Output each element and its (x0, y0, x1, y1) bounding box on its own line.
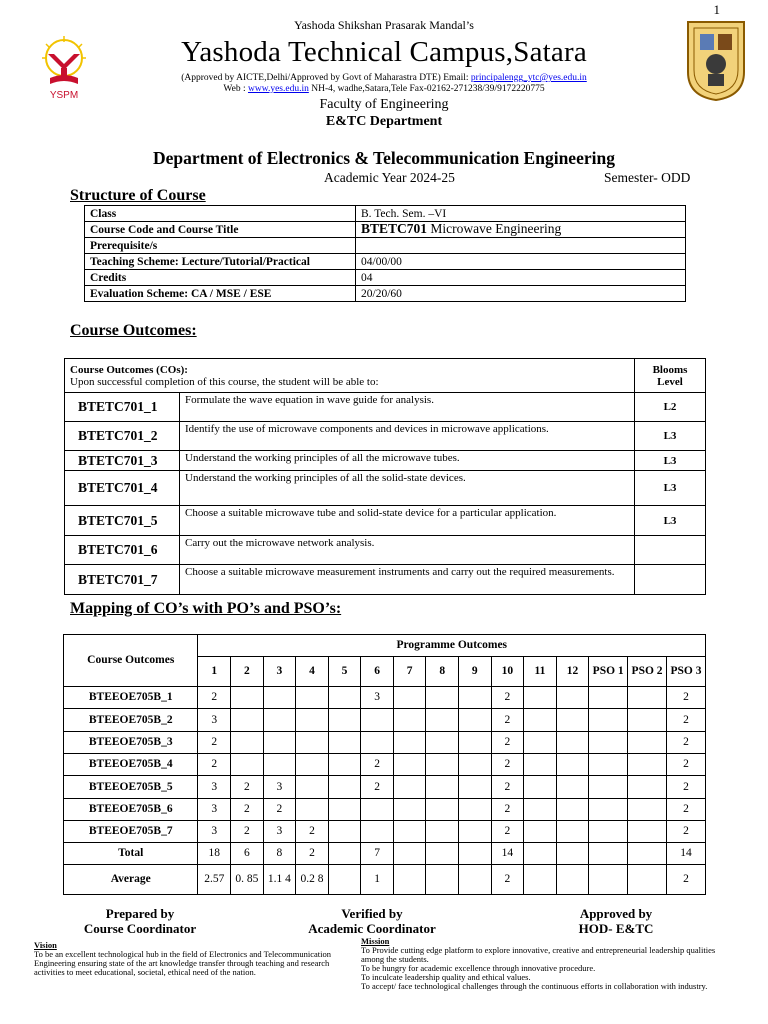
mapping-cell (231, 732, 264, 754)
mapping-cell: 2 (666, 754, 705, 776)
mapping-cell (393, 821, 426, 843)
mapping-cell (628, 687, 667, 709)
column-header: 3 (263, 657, 296, 687)
table-row (64, 799, 706, 821)
mapping-cell (556, 709, 589, 732)
mapping-cell: 3 (198, 799, 231, 821)
table-row: BTETC701_6 Carry out the microwave network analysis. (65, 536, 706, 565)
mapping-table (63, 634, 706, 895)
mapping-cell (458, 687, 491, 709)
mapping-cell (524, 821, 557, 843)
table-row (64, 776, 706, 799)
mapping-cell (628, 799, 667, 821)
mapping-cell (328, 799, 361, 821)
vision-text: To be an excellent technological hub in the field of Electronics and Telecommunication Engineering ensuring state of the art knowledge transfer through teaching and research activities to meet educational, societal, ethical need of the nation. (34, 949, 331, 977)
campus-name: Yashoda Technical Campus,Satara (181, 36, 587, 68)
structure-table (84, 205, 686, 302)
mapping-cell: 18 (198, 843, 231, 865)
verified-by: Verified by Academic Coordinator (308, 906, 436, 936)
column-header: 12 (556, 657, 589, 687)
mapping-cell (328, 843, 361, 865)
mapping-cell (393, 776, 426, 799)
table-row: Course Code and Course Title BTETC701 Microwave Engineering (85, 222, 686, 238)
web-link[interactable]: www.yes.edu.in (247, 84, 309, 94)
mapping-cell (628, 843, 667, 865)
mapping-cell: 2 (491, 709, 524, 732)
mapping-cell (328, 754, 361, 776)
mapping-cell (458, 799, 491, 821)
mapping-cell (328, 687, 361, 709)
mapping-cell (524, 754, 557, 776)
table-row: BTETC701_5 Choose a suitable microwave tube and solid-state device for a particular application. L3 (65, 506, 706, 536)
mission-line: To accept/ face technological challenges through the continuous efforts in collaboration with industry. (361, 981, 708, 991)
outcomes-heading: Course Outcomes: (70, 322, 197, 339)
mapping-cell: 1 (361, 865, 394, 895)
mapping-cell (556, 732, 589, 754)
mapping-cell (426, 821, 459, 843)
approved-by: Approved by HOD- E&TC (578, 906, 654, 936)
column-header: 5 (328, 657, 361, 687)
mandal-name: Yashoda Shikshan Prasarak Mandal’s (294, 18, 474, 32)
mapping-cell: 2 (491, 821, 524, 843)
mapping-cell: 3 (198, 821, 231, 843)
row-label: BTEEOE705B_5 (64, 776, 198, 799)
structure-heading: Structure of Course (70, 187, 206, 204)
mapping-cell (361, 799, 394, 821)
mapping-cell: 2 (666, 687, 705, 709)
table-row: Prerequisite/s (85, 238, 686, 254)
mapping-cell: 6 (231, 843, 264, 865)
mapping-cell (426, 865, 459, 895)
mapping-cell (296, 776, 329, 799)
mapping-cell (361, 821, 394, 843)
mapping-cell (556, 821, 589, 843)
mapping-cell: 2.57 (198, 865, 231, 895)
table-row (64, 687, 706, 709)
mapping-cell: 3 (263, 821, 296, 843)
mapping-cell (458, 754, 491, 776)
mapping-cell (426, 687, 459, 709)
mapping-cell: 2 (666, 821, 705, 843)
mapping-cell (328, 821, 361, 843)
mapping-cell: 14 (491, 843, 524, 865)
vision-heading: Vision (34, 940, 57, 950)
table-row (64, 754, 706, 776)
mapping-cell (393, 732, 426, 754)
mapping-cell: 8 (263, 843, 296, 865)
column-header: 11 (524, 657, 557, 687)
course-title: Microwave Engineering (427, 221, 562, 236)
mapping-cell: 2 (666, 799, 705, 821)
vision-block (34, 941, 349, 977)
mapping-cell: 2 (491, 732, 524, 754)
mapping-cell (524, 687, 557, 709)
university-seal-icon (684, 18, 748, 102)
mapping-cell (426, 843, 459, 865)
mapping-cell (556, 865, 589, 895)
mapping-cell: 2 (198, 687, 231, 709)
academic-year: Academic Year 2024-25 (324, 170, 455, 185)
row-label: BTEEOE705B_4 (64, 754, 198, 776)
mapping-cell (231, 754, 264, 776)
table-row (64, 821, 706, 843)
table-header-row: Course Outcomes (COs): Upon successful completion of this course, the student will be able to: Blooms Level (65, 359, 706, 393)
mapping-cell: 14 (666, 843, 705, 865)
mapping-cell (426, 799, 459, 821)
mapping-cell (426, 776, 459, 799)
mapping-cell (524, 732, 557, 754)
mapping-cell (556, 776, 589, 799)
mapping-cell: 2 (491, 776, 524, 799)
semester: Semester- ODD (604, 170, 691, 185)
email-link[interactable]: principalengg_ytc@yes.edu.in (470, 73, 587, 83)
mapping-cell: 7 (361, 843, 394, 865)
mapping-cell (361, 709, 394, 732)
mapping-cell: 2 (263, 799, 296, 821)
mapping-cell (524, 709, 557, 732)
mapping-cell (458, 732, 491, 754)
prepared-by: Prepared by Course Coordinator (83, 906, 197, 936)
mission-line: To be hungry for academic excellence through innovative procedure. (361, 963, 596, 973)
column-header: 4 (296, 657, 329, 687)
mapping-cell (231, 687, 264, 709)
mapping-cell (524, 843, 557, 865)
mapping-cell (589, 843, 628, 865)
row-label: BTEEOE705B_3 (64, 732, 198, 754)
mapping-cell: 2 (491, 754, 524, 776)
row-label: BTEEOE705B_7 (64, 821, 198, 843)
mapping-cell (589, 754, 628, 776)
column-header: 7 (393, 657, 426, 687)
mapping-cell (458, 821, 491, 843)
column-header: 2 (231, 657, 264, 687)
mapping-cell (393, 709, 426, 732)
mapping-cell (328, 732, 361, 754)
table-row: BTETC701_1 Formulate the wave equation in wave guide for analysis. L2 (65, 393, 706, 422)
mapping-cell (556, 799, 589, 821)
mapping-cell (589, 687, 628, 709)
mapping-cell: 0.2 8 (296, 865, 329, 895)
mapping-cell (628, 754, 667, 776)
mapping-cell (524, 865, 557, 895)
mapping-cell: 2 (666, 709, 705, 732)
mapping-cell (296, 687, 329, 709)
mapping-cell (524, 776, 557, 799)
row-label: Average (64, 865, 198, 895)
mapping-cell: 3 (263, 776, 296, 799)
mapping-cell (589, 776, 628, 799)
mapping-cell: 2 (361, 776, 394, 799)
mapping-cell: 2 (198, 754, 231, 776)
mapping-cell (426, 709, 459, 732)
faculty-name: Faculty of Engineering (319, 97, 449, 112)
mapping-cell (524, 799, 557, 821)
mapping-cell: 3 (198, 776, 231, 799)
column-header: 10 (491, 657, 524, 687)
mapping-cell: 2 (666, 776, 705, 799)
mapping-cell (328, 865, 361, 895)
mapping-cell (589, 865, 628, 895)
column-header: 9 (458, 657, 491, 687)
mapping-cell: 2 (491, 687, 524, 709)
mission-line: To inculcate leadership quality and ethical values. (361, 972, 531, 982)
column-header: 8 (426, 657, 459, 687)
table-row (64, 865, 706, 895)
mapping-cell: 2 (231, 799, 264, 821)
mapping-cell (393, 843, 426, 865)
mapping-cell: 2 (198, 732, 231, 754)
mapping-heading: Mapping of CO’s with PO’s and PSO’s: (70, 600, 342, 617)
mission-line: To Provide cutting edge platform to explore innovative, creative and entrepreneurial leadership qualities among the students. (361, 945, 716, 964)
mapping-cell (426, 754, 459, 776)
mapping-cell: 2 (231, 821, 264, 843)
row-label: BTEEOE705B_6 (64, 799, 198, 821)
mapping-cell (458, 843, 491, 865)
table-row: BTETC701_4 Understand the working principles of all the solid-state devices. L3 (65, 471, 706, 506)
mapping-cell (393, 687, 426, 709)
mapping-cell (426, 732, 459, 754)
mapping-cell: 2 (666, 865, 705, 895)
mapping-cell (263, 687, 296, 709)
mapping-cell (589, 821, 628, 843)
mapping-cell (328, 776, 361, 799)
mapping-cell: 2 (666, 732, 705, 754)
mapping-cell (589, 732, 628, 754)
mapping-cell (328, 709, 361, 732)
web-line: Web : www.yes.edu.in NH-4, wadhe,Satara,Tele Fax-02162-271238/39/9172220775 (223, 84, 545, 94)
department-short: E&TC Department (325, 114, 443, 129)
mapping-cell (589, 799, 628, 821)
mapping-cell (296, 799, 329, 821)
column-header: PSO 2 (628, 657, 667, 687)
mapping-cell (263, 709, 296, 732)
mapping-cell (296, 754, 329, 776)
table-row: Class B. Tech. Sem. –VI (85, 206, 686, 222)
mapping-cell (628, 732, 667, 754)
mapping-cell: 1.1 4 (263, 865, 296, 895)
mission-block (361, 937, 737, 991)
table-row: Credits 04 (85, 270, 686, 286)
table-row: Teaching Scheme: Lecture/Tutorial/Practical 04/00/00 (85, 254, 686, 270)
mapping-cell (296, 732, 329, 754)
mapping-cell: 2 (231, 776, 264, 799)
logo-text: YSPM (49, 90, 79, 101)
table-row: BTETC701_7 Choose a suitable microwave measurement instruments and carry out the required measurements. (65, 565, 706, 595)
mapping-cell (556, 754, 589, 776)
column-header: 6 (361, 657, 394, 687)
mapping-cell: 2 (296, 821, 329, 843)
column-header: PSO 1 (589, 657, 628, 687)
mapping-cell (589, 709, 628, 732)
mapping-cell (231, 709, 264, 732)
mapping-cell (458, 709, 491, 732)
mapping-cell (393, 754, 426, 776)
mapping-cell (628, 776, 667, 799)
mapping-cell: 0. 85 (231, 865, 264, 895)
approval-line: (Approved by AICTE,Delhi/Approved by Govt of Maharastra DTE) Email: principalengg_ytc@yes.edu.in (181, 73, 587, 83)
table-row: Evaluation Scheme: CA / MSE / ESE 20/20/60 (85, 286, 686, 302)
page-number: 1 (713, 2, 720, 17)
mapping-cell (628, 709, 667, 732)
table-row (64, 843, 706, 865)
table-row (64, 709, 706, 732)
mapping-cell (361, 732, 394, 754)
row-label: BTEEOE705B_2 (64, 709, 198, 732)
mapping-cell (458, 776, 491, 799)
row-label: BTEEOE705B_1 (64, 687, 198, 709)
course-code: BTETC701 (361, 221, 428, 236)
outcomes-table (64, 358, 706, 595)
table-row: BTETC701_3 Understand the working principles of all the microwave tubes. L3 (65, 451, 706, 471)
mapping-cell (556, 843, 589, 865)
mission-heading: Mission (361, 936, 390, 946)
column-header: PSO 3 (666, 657, 705, 687)
mapping-cell (393, 865, 426, 895)
mapping-cell (263, 754, 296, 776)
department-title: Department of Electronics & Telecommunication Engineering (153, 148, 615, 168)
column-header: 1 (198, 657, 231, 687)
mapping-cell (556, 687, 589, 709)
mapping-cell (263, 732, 296, 754)
mapping-cell: 2 (491, 799, 524, 821)
mapping-cell: 2 (296, 843, 329, 865)
mapping-cell (628, 865, 667, 895)
mapping-cell: 2 (491, 865, 524, 895)
table-row: BTETC701_2 Identify the use of microwave components and devices in microwave applications. L3 (65, 422, 706, 451)
mapping-cell: 3 (198, 709, 231, 732)
mapping-cell (628, 821, 667, 843)
table-row (64, 732, 706, 754)
row-label: Total (64, 843, 198, 865)
mapping-cell: 3 (361, 687, 394, 709)
mapping-cell (393, 799, 426, 821)
table-header-row: Course Outcomes Programme Outcomes (64, 635, 706, 657)
mapping-cell: 2 (361, 754, 394, 776)
mapping-cell (296, 709, 329, 732)
mapping-cell (458, 865, 491, 895)
